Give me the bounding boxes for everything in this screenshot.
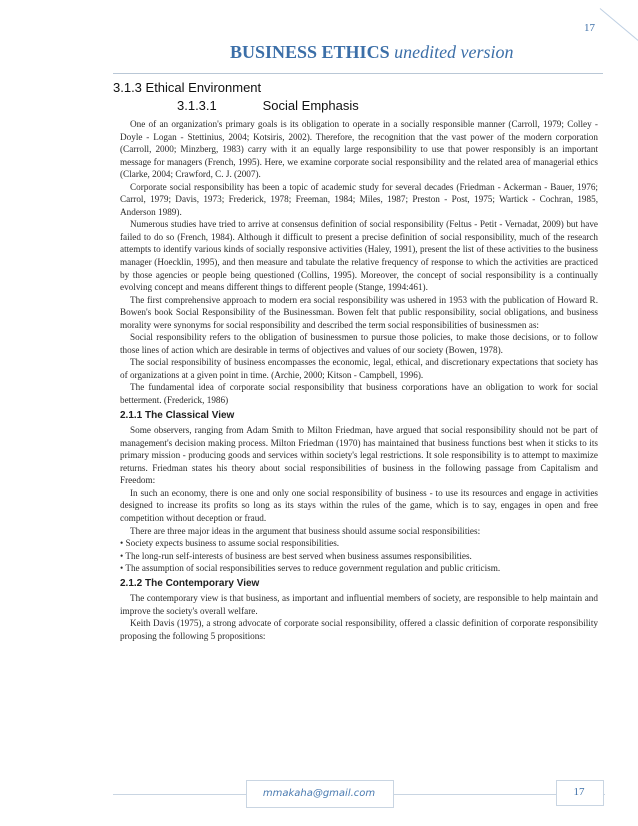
subheading-contemporary-view: 2.1.2 The Contemporary View <box>120 577 260 589</box>
paragraph: Social responsibility refers to the obligation of businessmen to pursue those policies, to make those decisions, or to follow those lines of action which are desirable in terms of objectives and values of our society (Bowen, 1978). <box>120 332 598 355</box>
section-heading: 3.1.3 Ethical Environment <box>113 80 262 95</box>
paragraph: The fundamental idea of corporate social responsibility that business corporations have an obligation to work for social betterment. (Frederick, 1986) <box>120 382 598 406</box>
top-page-number: 17 <box>584 22 595 34</box>
subheading-classical-view: 2.1.1 The Classical View <box>120 409 235 421</box>
paragraph: There are three major ideas in the argument that business should assume social responsibilities: <box>130 525 481 536</box>
paragraph: Corporate social responsibility has been a topic of academic study for several decades (Friedman - Ackerman - Bauer, 1976; Carrol, 1979; Davis, 1973; Frederick, 1978; Freeman, 1984; Miles, 1987; Preston - Post, 1975; Wartick - Cochran, 1985, Anderson 1989). <box>120 181 598 217</box>
paragraph: The social responsibility of business encompasses the economic, legal, ethical, and discretionary expectations that society has of organizations at a given point in time. (Archie, 2000; Kitson - Campbell, 1996). <box>120 357 598 380</box>
paragraph: Some observers, ranging from Adam Smith to Milton Friedman, have argued that social responsibility should not be part of management's decision making process. Milton Friedman (1970) has maintained that business functions best when it sticks to its primary mission - producing goods and services within society's legal restrictions. It sole responsibility is to attempt to maximize returns. Friedman states his theory about social responsibilities of business in the following passage from Capitalism and Freedom: <box>120 425 598 486</box>
footer-email: mmakaha@gmail.com <box>262 788 376 799</box>
paragraph: Numerous studies have tried to arrive at consensus definition of social responsibility (Feltus - Petit - Vernadat, 2009) but have failed to do so (French, 1984). Although it difficult to present a precise definition of social responsibility, much of the research attempts to identify various kinds of socially responsive activities (Haley, 1991), present the list of these activities to the business manager (Hoecklin, 1995), and then measure and tabulate the relative frequency of response to which the activities are practiced by those agencies or people being questioned (Collins, 1995). Moreover, the concept of social responsibility is a continually evolving concept and means different things to different people (Stange, 1994:461). <box>120 219 598 293</box>
list-item: • The assumption of social responsibilities serves to reduce government regulation and public criticism. <box>120 563 501 574</box>
paragraph: Keith Davis (1975), a strong advocate of corporate social responsibility, offered a classic definition of corporate responsibility proposing the following 5 propositions: <box>120 618 598 641</box>
footer-page-number: 17 <box>573 786 585 798</box>
paragraph: The first comprehensive approach to modern era social responsibility was ushered in 1953 with the publication of Howard R. Bowen's book Social Responsibility of the Businessman. Bowen felt that public responsibility, social obligations, and business morality were synonyms for social responsibility and described the term social responsibilities of businessmen as: <box>120 294 598 330</box>
list-item: • The long-run self-interests of business are best served when business assumes responsibilities. <box>120 550 472 561</box>
corner-decoration <box>600 8 638 47</box>
bullet-list <box>120 537 598 575</box>
subsection-title: Social Emphasis <box>262 98 359 113</box>
running-header <box>230 42 514 63</box>
paragraph: The contemporary view is that business, as important and influential members of society, are responsible to help maintain and improve the society's overall welfare. <box>120 593 598 616</box>
header-rule <box>113 73 603 74</box>
list-item: • Society expects business to assume social responsibilities. <box>120 538 340 549</box>
subsection-number: 3.1.3.1 <box>177 98 217 113</box>
subsection-heading <box>177 98 359 113</box>
scanned-body-text <box>120 118 598 642</box>
paragraph: In such an economy, there is one and only one social responsibility of business - to use its resources and engage in activities designed to increase its profits so long as its stays within the rules of the game, which is to say, engages in open and free competition without deception or fraud. <box>120 487 598 523</box>
header-title: BUSINESS ETHICS <box>230 42 390 62</box>
paragraph: One of an organization's primary goals is its obligation to operate in a socially responsible manner (Carroll, 1979; Colley - Doyle - Logan - Stettinius, 2004; Kotsiris, 2002). Therefore, the recognition that the vast power of the modern corporation (Carroll, 2000; Minzberg, 1983) carry with it an equally large responsibility to use that power responsibly is an important message for managers (French, 1995). Here, we examine corporate social responsibility and the related area of managerial ethics (Clarke, 2004; Crawford, C. J. (2007). <box>120 119 598 180</box>
header-subtitle: unedited version <box>394 42 514 62</box>
